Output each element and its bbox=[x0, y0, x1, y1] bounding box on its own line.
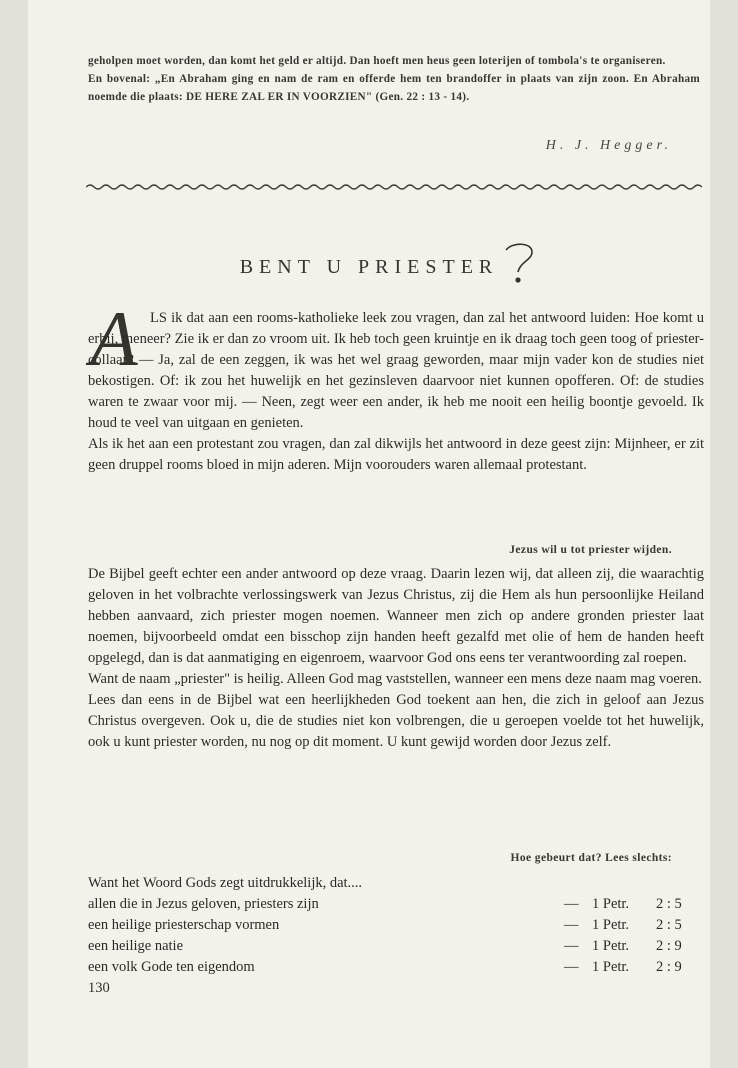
page-number: 130 bbox=[88, 980, 110, 996]
references-intro: Want het Woord Gods zegt uitdrukkelijk, dat.... bbox=[88, 875, 363, 891]
section-heading: Hoe gebeurt dat? Lees slechts: bbox=[510, 852, 672, 864]
reference-dash: — bbox=[564, 959, 579, 975]
reference-dash: — bbox=[564, 896, 579, 912]
reference-row bbox=[88, 936, 704, 957]
reference-citation bbox=[564, 936, 704, 957]
previous-article-ending bbox=[88, 52, 700, 106]
reference-book: 1 Petr. bbox=[592, 938, 630, 954]
reference-row bbox=[88, 957, 704, 978]
protestant-paragraph: Als ik het aan een protestant zou vragen, dan zal dikwijls het antwoord in deze geest zijn: Mijnheer, er zit geen druppel rooms bloed in mijn aderen. Mijn voorouders waren allemaal protestant. bbox=[88, 436, 704, 473]
reference-verse: 2 : 9 bbox=[656, 959, 682, 975]
intro-paragraph: LS ik dat aan een rooms-katholieke leek zou vragen, dan zal het antwoord luiden: Hoe komt u erbij, meneer? Zie ik er dan zo vroom uit. Ik heb toch geen kruintje en ik draag toch geen toog of priester-collaar? — Ja, zal de een zeggen, ik was het wel graag geworden, maar mijn vader kon de studies niet bekostigen. Of: ik zou het huwelijk en het gezinsleven daarvoor niet kunnen opofferen. Of: de studies waren te zwaar voor mij. — Neen, zegt weer een ander, ik heb me nooit een heilig boontje gevoeld. Ik houd te veel van uitgaan en genieten. bbox=[88, 310, 704, 431]
reference-verse: 2 : 5 bbox=[656, 896, 682, 912]
reference-row bbox=[88, 894, 704, 915]
reference-citation bbox=[564, 915, 704, 936]
intro-paragraph-block bbox=[88, 308, 704, 476]
reference-citation bbox=[564, 957, 704, 978]
reference-verse: 2 : 9 bbox=[656, 938, 682, 954]
article-title: BENT U PRIESTER bbox=[239, 256, 499, 278]
reference-row bbox=[88, 915, 704, 936]
reference-dash: — bbox=[564, 917, 579, 933]
previous-article-paragraph: geholpen moet worden, dan komt het geld er altijd. Dan hoeft men heus geen loterijen of tombola's te organiseren. bbox=[88, 55, 666, 67]
reference-citation bbox=[564, 894, 704, 915]
reference-text: een heilige priesterschap vormen bbox=[88, 917, 280, 933]
reference-dash: — bbox=[564, 938, 579, 954]
question-mark-icon bbox=[498, 240, 538, 286]
read-paragraph: Lees dan eens in de Bijbel wat een heerlijkheden God toekent aan hen, die zich in geloof aan Jezus Christus overgeven. Ook u, die de studies niet kon volbrengen, die u geroepen voelde tot het huwelijk, ook u kunt priester worden, nu nog op dit moment. U kunt gewijd worden door Jezus zelf. bbox=[88, 692, 704, 750]
reference-text: een heilige natie bbox=[88, 938, 184, 954]
bible-paragraph: De Bijbel geeft echter een ander antwoord op deze vraag. Daarin lezen wij, dat alleen zij, die waarachtig geloven in het volbrachte verlossingswerk van Jezus Christus, zij die Hem als hun persoonlijke Heiland hebben aanvaard, zich priester mogen noemen. Wanneer men zich op andere gronden priester laat noemen, bijvoorbeeld omdat een bisschop zijn handen heeft gezalfd met olie of hem de handen heeft opgelegd, dan is dat aanmatiging en eigenroem, waarvoor God ons eens ter verantwoording zal roepen. bbox=[88, 566, 704, 666]
reference-text: een volk Gode ten eigendom bbox=[88, 959, 255, 975]
page bbox=[28, 0, 710, 1068]
reference-book: 1 Petr. bbox=[592, 896, 630, 912]
name-paragraph: Want de naam „priester" is heilig. Alleen God mag vaststellen, wanneer een mens deze naam mag voeren. bbox=[88, 671, 702, 687]
reference-book: 1 Petr. bbox=[592, 959, 630, 975]
author-signature: H. J. Hegger. bbox=[545, 138, 672, 153]
reference-verse: 2 : 5 bbox=[656, 917, 682, 933]
reference-book: 1 Petr. bbox=[592, 917, 630, 933]
wavy-divider bbox=[86, 180, 702, 194]
section-heading: Jezus wil u tot priester wijden. bbox=[509, 544, 672, 556]
main-text-block bbox=[88, 564, 704, 753]
previous-article-paragraph: En bovenal: „En Abraham ging en nam de ram en offerde hem ten brandoffer in plaats van zijn zoon. En Abraham noemde die plaats: DE HERE ZAL ER IN VOORZIEN" (Gen. 22 : 13 - 14). bbox=[88, 73, 700, 103]
drop-cap: A bbox=[90, 295, 138, 382]
references-list bbox=[88, 873, 704, 978]
reference-text: allen die in Jezus geloven, priesters zijn bbox=[88, 896, 319, 912]
